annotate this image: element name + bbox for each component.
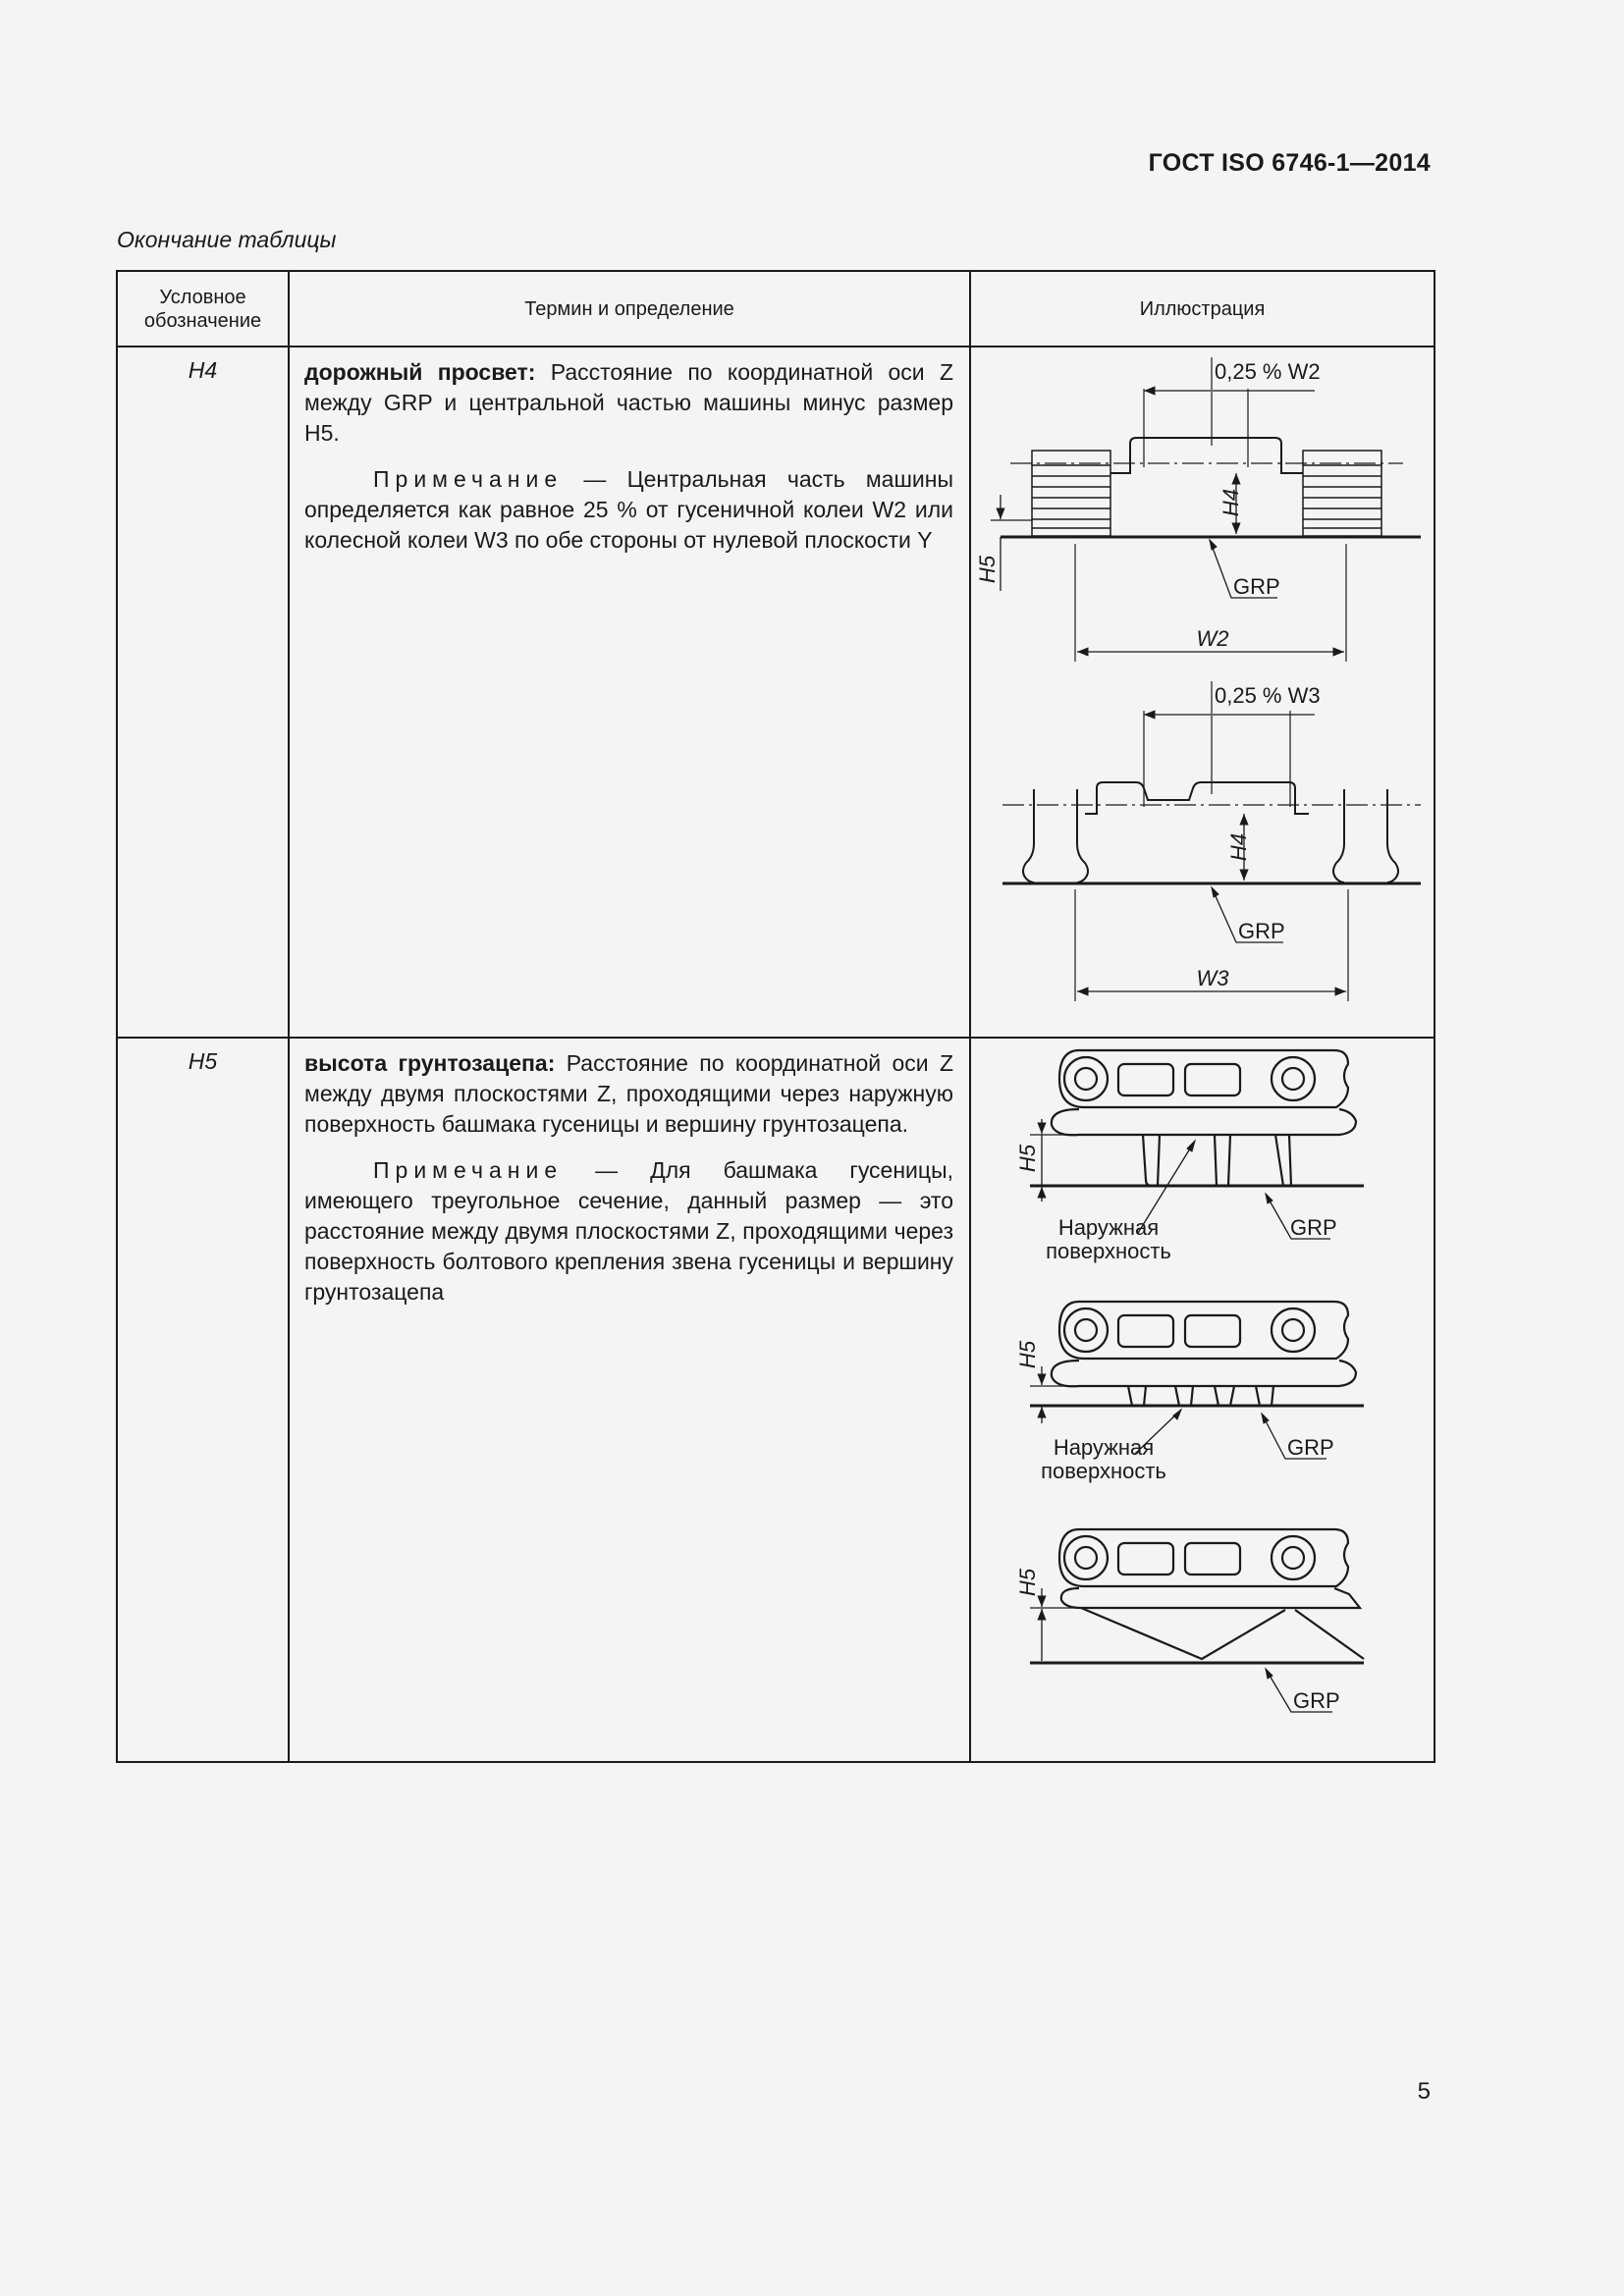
page-number: 5 [1417,2078,1431,2105]
label-h4-wheel: H4 [1226,832,1251,862]
row-definition [289,347,970,1038]
definitions-table [116,270,1435,1763]
header-symbol: Условное обозначение [117,271,289,347]
header-illustration: Иллюстрация [970,271,1435,347]
note-label: Примечание [373,466,564,492]
label-w2: W2 [1196,626,1229,651]
table-row [117,1038,1435,1762]
label-grp-c: GRP [1293,1688,1340,1713]
row-symbol: H4 [117,347,289,1038]
label-grp-wheel: GRP [1238,919,1285,943]
illustration-cell [970,347,1435,1038]
label-h4: H4 [1218,488,1243,517]
table-row [117,347,1435,1038]
label-h5-b: H5 [1015,1340,1040,1369]
label-h5-a: H5 [1015,1144,1040,1173]
header-term: Термин и определение [289,271,970,347]
row-definition [289,1038,970,1762]
grouser-figure-c [1030,1529,1364,1712]
note-text: — Центральная часть машины определяется как равное 25 % от гусеничной колеи W2 или колесной колеи W3 по обе стороны от нулевой плоскости Y [304,466,953,553]
standard-designation: ГОСТ ISO 6746-1—2014 [1148,149,1431,177]
note-label: Примечание [373,1157,564,1183]
label-h5: H5 [975,555,1000,584]
label-outer-surface-b1: Наружная [1053,1435,1155,1460]
ground-clearance-figures [971,347,1432,1015]
table-continuation-caption: Окончание таблицы [117,227,337,252]
row-symbol: H5 [117,1038,289,1762]
track-clearance-figure [991,357,1421,662]
note-text: — Для башмака гусеницы, имеющего треугольное сечение, данный размер — это расстояние между двумя плоскостями Z, проходящими через поверхность болтового крепления звена гусеницы и вершину грунтозацепа [304,1157,953,1305]
label-outer-surface-a2: поверхность [1046,1239,1171,1263]
grouser-figure-a [1030,1050,1364,1239]
label-outer-surface-b2: поверхность [1041,1459,1166,1483]
label-grp-b: GRP [1287,1435,1334,1460]
label-w3: W3 [1196,966,1229,990]
illustration-cell [970,1038,1435,1762]
grouser-height-figures [971,1039,1432,1739]
term-name: высота грунтозацепа: [304,1050,556,1076]
label-grp-a: GRP [1290,1215,1337,1240]
label-grp: GRP [1233,574,1280,599]
label-h5-c: H5 [1015,1568,1040,1597]
table-header-row [117,271,1435,347]
term-name: дорожный просвет: [304,359,536,385]
dim-quarter-w3: 0,25 % W3 [1215,683,1321,708]
term-definition: Расстояние по координатной оси Z между GRP и центральной частью машины минус размер H5. [304,359,953,446]
dim-quarter-w2: 0,25 % W2 [1215,359,1321,384]
term-definition: Расстояние по координатной оси Z между двумя плоскостями Z, проходящими через наружную поверхность башмака гусеницы и вершину грунтозацепа. [304,1050,954,1137]
wheel-clearance-figure [1002,681,1421,1001]
label-outer-surface-a1: Наружная [1057,1215,1160,1240]
